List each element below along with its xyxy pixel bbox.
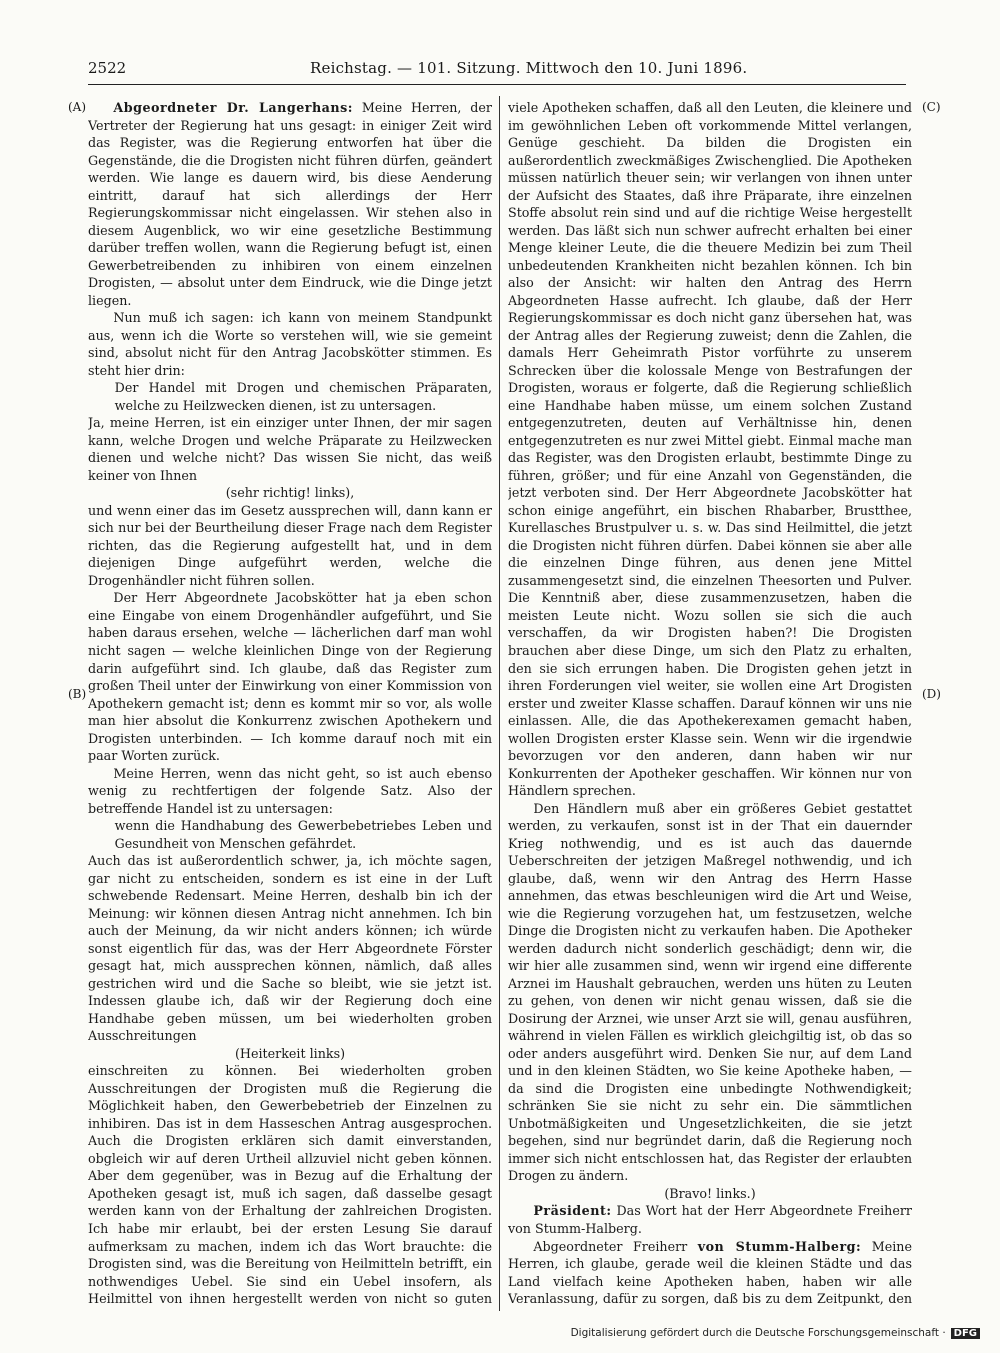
- paragraph: einschreiten zu können. Bei wiederholten groben Ausschreitungen der Drogisten muß die Regierung die Möglichkeit haben, den Gewerbebetrieb der Einzelnen zu inhibiren. Das ist in dem Hasseschen Antrag ausgesprochen. Auch die Drogisten erklären sich damit einverstanden, obgleich wir auf deren Urtheil allzuviel nicht geben können. Aber dem gegenüber, was in Bezug auf die Erhaltung der Apotheken gesagt ist, muß ich sagen, daß dasselbe gesagt werden kann von der Erhaltung der zahlreichen Drogisten. Ich habe mir erlaubt, bei der ersten Lesung Sie darauf aufmerksam zu machen, indem ich das Wort brauchte: die Drogisten sind, was die Bereitung von Heilmitteln betrifft, ein nothwendiges Uebel. Sie sind ein Uebel insofern, als Heilmittel von ihnen hergestellt werden von nicht so guten: [88, 1063, 492, 1307]
- president-label: Präsident:: [533, 1203, 612, 1219]
- footer-credit: [571, 1327, 980, 1339]
- paragraph: [88, 99, 492, 309]
- paragraph: Den Händlern muß aber ein größeres Gebiet gestattet werden, zu verkaufen, sonst ist in der That ein dauernder Krieg nothwendig, und es ist auch das dauernde Ueberschreiten der jetzigen Maßregel nothwendig, und ich glaube, daß, wenn wir den Antrag des Herrn Hasse annehmen, das etwas beschleunigen wird die Art und Weise, wie die Regierung vorzugehen hat, um festzusetzen, welche Dinge die Drogisten nicht zu verkaufen haben. Die Apotheker werden dadurch nicht sonderlich geschädigt; denn wir, die wir hier alle zusammen sind, wenn wir irgend eine differente Arznei im Haushalt gebrauchen, werden uns hüten zu Leuten zu gehen, von denen wir nicht genau wissen, daß sie die Dosirung der Arznei, wie unser Arzt sie will, genau ausführen, während in vielen Fällen es wirklich gleichgiltig ist, ob das so oder anders ausgeführt wird. Denken Sie nur, auf dem Land und in den kleinen Städten, wo Sie keine Apotheke haben, — da sind die Drogisten eine unbedingte Nothwendigkeit; schränken Sie sie nicht zu sehr ein. Die sämmtlichen Unbotmäßigkeiten und Ungesetzlichkeiten, die sie jetzt begehen, sind nur begründet darin, daß die Regierung noch immer sich nicht entschlossen hat, das Register der erlaubten Drogen zu ändern.: [508, 800, 912, 1184]
- interjection: (sehr richtig! links),: [225, 485, 355, 501]
- running-title: Reichstag. — 101. Sitzung. Mittwoch den 10. Juni 1896.: [310, 59, 748, 77]
- page-header: [88, 59, 906, 81]
- header-rule: [88, 84, 906, 85]
- page-number: 2522: [88, 59, 127, 77]
- interjection: (Heiterkeit links): [234, 1045, 346, 1061]
- footer-text: Digitalisierung gefördert durch die Deutsche Forschungsgemeinschaft ·: [570, 1327, 946, 1339]
- margin-mark-b: (B): [68, 687, 87, 701]
- paragraph-text: Meine Herren, ich glaube, gerade weil die kleinen Städte und das Land vielfach keine Apotheken haben, haben wir alle Veranlassung, dafür zu sorgen, daß bis zu dem Zeitpunkt, den: [508, 1238, 912, 1307]
- paragraph-text: Meine Herren, der Vertreter der Regierung hat uns gesagt: in einiger Zeit wird das Register, was die Regierung entworfen hat über die Gegenstände, die die Drogisten nicht führen dürfen, geändert werden. Wie lange es dauern wird, bis diese Aenderung eintritt, darauf hat sich allerdings der Herr Regierungskommissar nicht eingelassen. Wir stehen also in diesem Augenblick, wo wir eine gesetzliche Bestimmung darüber treffen wollen, wann die Regierung befugt ist, einen Gewerbetreibenden zu inhibiren von einem einzelnen Drogisten, — absolut unter dem Eindruck, wie die Dinge jetzt liegen.: [88, 100, 492, 308]
- column-divider: [499, 96, 500, 1311]
- speaker-name: Abgeordneter Dr. Langerhans:: [113, 100, 353, 115]
- right-column: [508, 99, 912, 1309]
- paragraph: Nun muß ich sagen: ich kann von meinem Standpunkt aus, wenn ich die Worte so verstehen will, wie sie gemeint sind, absolut nicht für den Antrag Jacobskötter stimmen. Es steht hier drin:: [88, 310, 492, 378]
- block-quote: Der Handel mit Drogen und chemischen Präparaten, welche zu Heilzwecken dienen, ist zu untersagen.: [114, 380, 492, 413]
- paragraph: [508, 1202, 912, 1237]
- paragraph: viele Apotheken schaffen, daß all den Leuten, die kleinere und im gewöhnlichen Leben oft vorkommende Mittel verlangen, Genüge geschieht. Da bilden die Drogisten ein außerordentlich zweckmäßiges Zwischenglied. Die Apotheken müssen natürlich theuer sein; wir verlangen von ihnen unter der Aufsicht des Staates, daß ihre Präparate, ihre einzelnen Stoffe absolut rein sind und auf die richtige Weise hergestellt werden. Das läßt sich nun schwer aufrecht erhalten bei einer Menge kleiner Leute, die die theuere Medizin bei zum Theil unbedeutenden Krankheiten nicht bezahlen können. Ich bin also der Ansicht: wir halten den Antrag des Herrn Abgeordneten Hasse aufrecht. Ich glaube, daß der Herr Regierungskommissar es doch nicht ganz übersehen hat, was der Antrag alles der Regierung zuweist; denn die Zahlen, die damals Herr Geheimrath Pistor vorführte zu unserem Schrecken über die kolossale Menge von Bestrafungen der Drogisten, woraus er folgerte, daß die Regierung schließlich eine Handhabe haben müsse, um einem solchen Zustand entgegenzutreten, deuten auf Verhältnisse hin, denen entgegenzutreten es nur zwei Mittel giebt. Einmal mache man das Register, was den Drogisten erlaubt, bestimmte Dinge zu führen, größer; und für eine Anzahl von Gegenständen, die jetzt verboten sind. Der Herr Abgeordnete Jacobskötter hat schon einige angeführt, ein bischen Rhabarber, Brustthee, Kurellasches Brustpulver u. s. w. Das sind Heilmittel, die jetzt die Drogisten nicht führen dürfen. Dabei können sie aber alle die einzelnen Dinge führen, aus denen jene Mittel zusammengesetzt sind, die einzelnen Theesorten und Pulver. Die Kenntniß aber, diese zusammenzusetzen, haben die meisten Leute nicht. Wozu sollen sie sich die auch verschaffen, da wir Drogisten haben?! Die Drogisten brauchen aber diese Dinge, um sich den Platz zu erhalten, den sie sich errungen haben. Die Drogisten gehen jetzt in ihren Forderungen viel weiter, sie wollen eine Art Drogisten erster und zweiter Klasse schaffen. Darauf können wir uns nie einlassen. Alle, die das Apothekerexamen gemacht haben, wollen Drogisten erster Klasse sein. Wenn wir die irgendwie bevorzugen vor den anderen, dann haben wir nur Konkurrenten der Apotheker geschaffen. Wir können nur von Händlern sprechen.: [508, 100, 912, 799]
- paragraph: und wenn einer das im Gesetz aussprechen will, dann kann er sich nur bei der Beurtheilung dieser Frage nach dem Register richten, das die Regierung aufgestellt hat, und in dem diejenigen Dinge aufgeführt werden, welche die Drogenhändler nicht führen sollen.: [88, 502, 492, 588]
- margin-mark-d: (D): [922, 687, 941, 701]
- paragraph-text: Das Wort hat der Herr Abgeordnete Freiherr von Stumm-Halberg.: [508, 1203, 912, 1236]
- speaker-lead: Abgeordneter Freiherr: [533, 1238, 688, 1254]
- interjection: (Bravo! links.): [664, 1185, 756, 1201]
- paragraph: Meine Herren, wenn das nicht geht, so ist auch ebenso wenig zu rechtfertigen der folgende Satz. Also der betreffende Handel ist zu untersagen:: [88, 765, 492, 816]
- dfg-logo: DFG: [951, 1328, 980, 1339]
- paragraph: Der Herr Abgeordnete Jacobskötter hat ja eben schon eine Eingabe von einem Drogenhändler aufgeführt, und Sie haben daraus ersehen, welche — lächerlichen darf man wohl nicht sagen — welche kleinlichen Dinge von der Regierung darin aufgeführt sind. Ich glaube, daß das Register zum großen Theil unter der Einwirkung von einer Kommission von Apothekern gemacht ist; denn es kommt mir so vor, als wolle man hier absolut die Konkurrenz zwischen Apothekern und Drogisten unterbinden. — Ich komme darauf noch mit ein paar Worten zurück.: [88, 590, 492, 764]
- block-quote: wenn die Handhabung des Gewerbebetriebes Leben und Gesundheit von Menschen gefährdet.: [114, 818, 492, 851]
- left-column: [88, 99, 492, 1309]
- paragraph: Ja, meine Herren, ist ein einziger unter Ihnen, der mir sagen kann, welche Drogen und welche Präparate zu Heilzwecken dienen und welche nicht? Das wissen Sie nicht, das weiß keiner von Ihnen: [88, 415, 492, 483]
- margin-mark-a: (A): [68, 100, 87, 114]
- margin-mark-c: (C): [922, 100, 941, 114]
- paragraph: Auch das ist außerordentlich schwer, ja, ich möchte sagen, gar nicht zu entscheiden, sondern es ist eine in der Luft schwebende Redensart. Meine Herren, deshalb bin ich der Meinung: wir können diesen Antrag nicht annehmen. Ich bin auch der Meinung, da wir nicht anders können; ich würde sonst eigentlich für das, was der Herr Abgeordnete Förster gesagt hat, mich aussprechen können, nämlich, daß alles gestrichen wird und die Sache so bleibt, wie sie jetzt ist. Indessen glaube ich, daß wir der Regierung doch eine Handhabe geben müssen, um bei wiederholten groben Ausschreitungen: [88, 853, 492, 1044]
- paragraph: [508, 1238, 912, 1309]
- speaker-name: von Stumm-Halberg:: [697, 1238, 862, 1254]
